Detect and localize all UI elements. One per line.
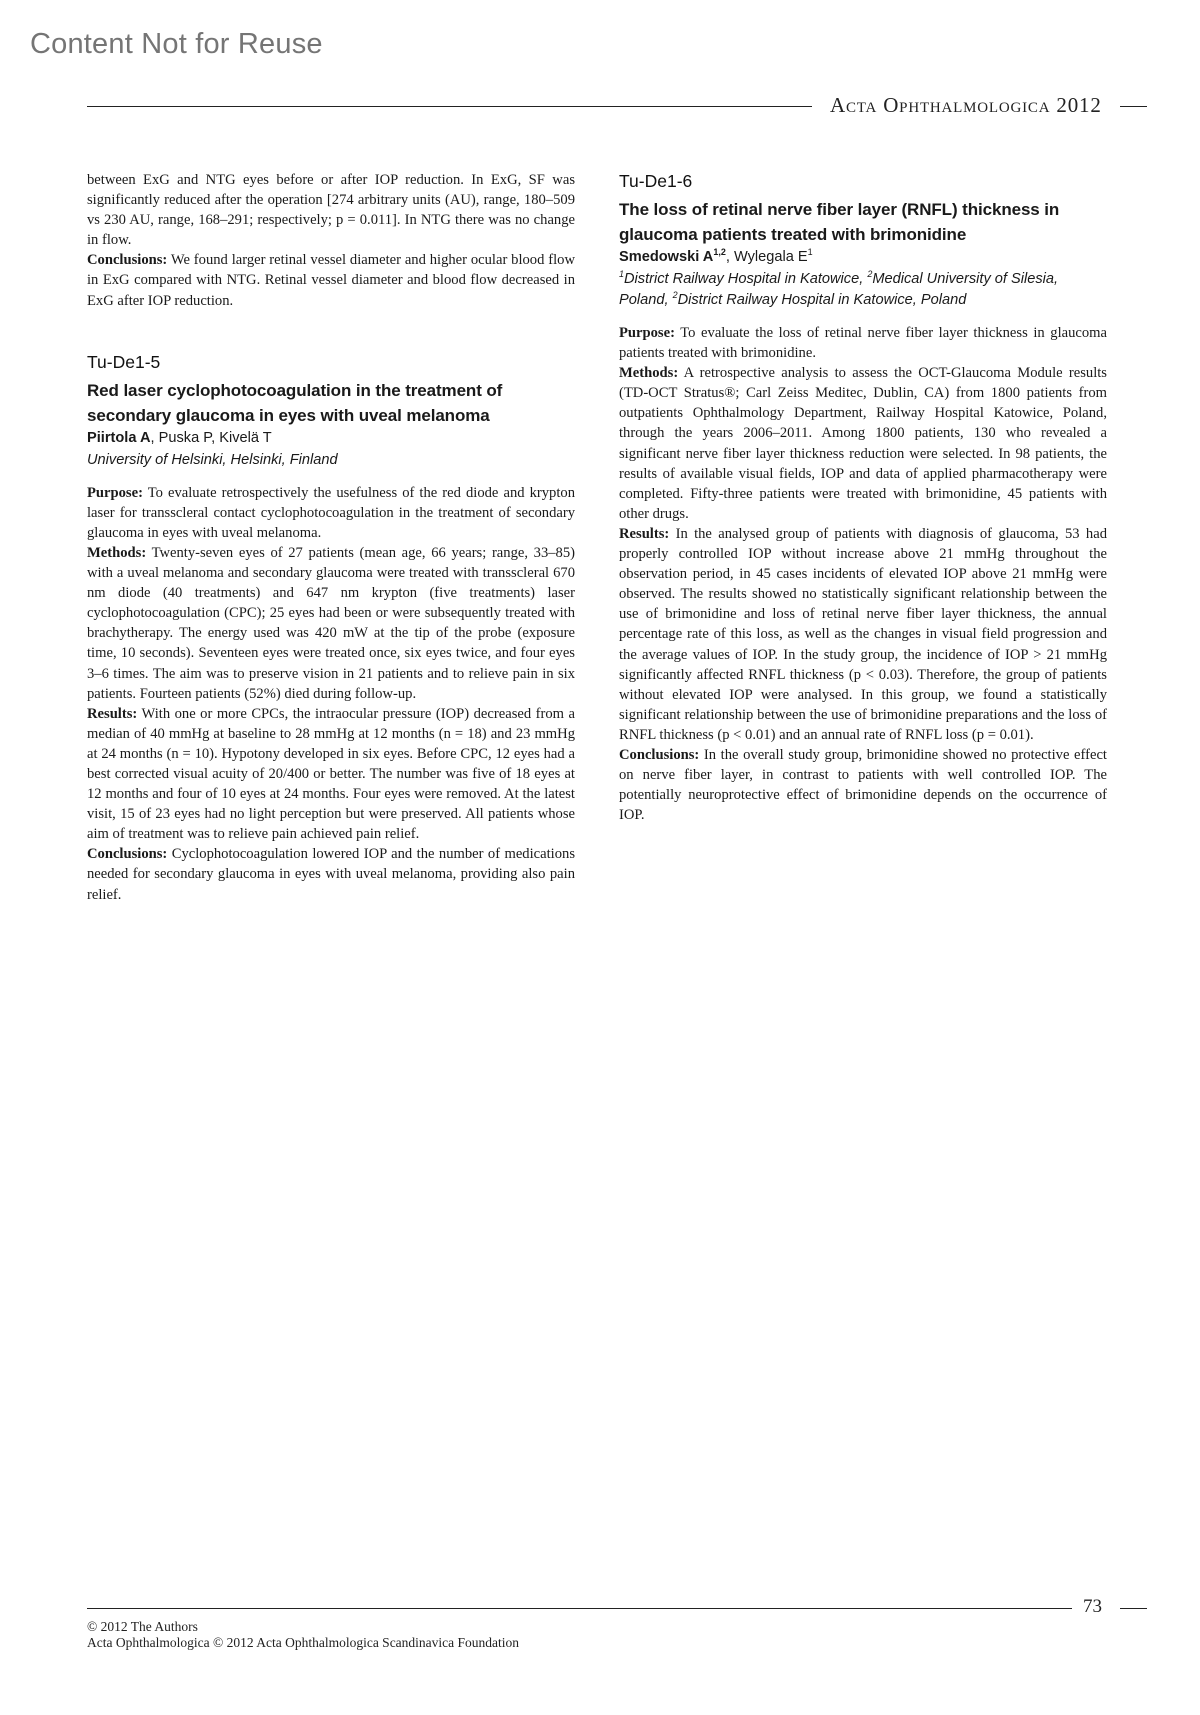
right-column bbox=[619, 170, 1107, 825]
section-text: Twenty-seven eyes of 27 patients (mean age, 66 years; range, 33–85) with a uveal melanoma and secondary glaucoma were treated with transscleral 670 nm diode (40 treatments) and 647 nm krypton (five treatments) laser cyclophotocoagulation (CPC); 25 eyes had been or were subsequently treated with brachytherapy. The energy used was 420 mW at the tip of the probe (exposure time, 10 seconds). Seventeen eyes were treated once, six eyes twice, and four eyes 3–6 times. The aim was to preserve vision in 21 patients and to relieve pain in six patients. Fourteen patients (52%) died during follow-up. bbox=[87, 544, 575, 702]
abstract-id: Tu-De1-6 bbox=[619, 171, 693, 191]
abstract-id: Tu-De1-5 bbox=[87, 351, 161, 372]
footer-copyright bbox=[87, 1619, 519, 1651]
section-label: Conclusions: bbox=[87, 252, 168, 269]
section-text: Cyclophotocoagulation lowered IOP and the number of medications needed for secondary glaucoma in eyes with uveal melanoma, providing also pain relief. bbox=[87, 846, 575, 903]
abstract-affiliation bbox=[619, 269, 1107, 311]
continuation-paragraph bbox=[87, 170, 575, 250]
abstract-methods bbox=[619, 363, 1107, 524]
copyright-line-2: Acta Ophthalmologica © 2012 Acta Ophthalmologica Scandinavica Foundation bbox=[87, 1635, 520, 1650]
co-authors: , Puska P, Kivelä T bbox=[150, 429, 272, 446]
author-affil-sup: 1 bbox=[807, 247, 813, 258]
abstract-purpose bbox=[619, 323, 1107, 363]
continuation-text: between ExG and NTG eyes before or after IOP reduction. In ExG, SF was significantly reduced after the operation [274 arbitrary units (AU), range, 180–509 vs 230 AU, range, 168–291; respectively; p = 0.011]. In NTG there was no change in flow. bbox=[87, 172, 575, 249]
section-label: Conclusions: bbox=[87, 846, 168, 863]
affil-text: District Railway Hospital in Katowice, bbox=[624, 271, 868, 287]
author-affil-sup: 1,2 bbox=[713, 247, 726, 258]
abstract-purpose bbox=[87, 483, 575, 543]
section-text: In the overall study group, brimonidine showed no protective effect on nerve fiber layer, in contrast to patients with well controlled IOP. The potentially neuroprotective effect of brimonidine depends on the occurrence of IOP. bbox=[619, 746, 1107, 824]
footer-rule bbox=[87, 1608, 1072, 1609]
section-text: To evaluate retrospectively the usefulness of the red diode and krypton laser for transscleral contact cyclophotocoagulation in the treatment of secondary glaucoma in eyes with uveal melanoma. bbox=[87, 484, 575, 541]
abstract-title: The loss of retinal nerve fiber layer (RNFL) thickness in glaucoma patients treated with brimonidine bbox=[619, 200, 1060, 244]
abstract-title: Red laser cyclophotocoagulation in the treatment of secondary glaucoma in eyes with uveal melanoma bbox=[87, 380, 503, 425]
affil-text: District Railway Hospital in Katowice, Poland bbox=[677, 292, 967, 308]
spacer bbox=[87, 311, 575, 351]
section-label: Methods: bbox=[87, 544, 147, 561]
abstract-authors bbox=[87, 428, 575, 448]
affil-text: Medical University of Silesia, Poland, bbox=[619, 271, 1059, 308]
affil-sup: 2 bbox=[867, 269, 873, 280]
section-text: With one or more CPCs, the intraocular pressure (IOP) decreased from a median of 40 mmHg at baseline to 28 mmHg at 12 months (n = 18) and 23 mmHg at 24 months (n = 10). Hypotony developed in six eyes. Before CPC, 12 eyes had a best corrected visual acuity of 20/400 or better. The number was five of 18 eyes at 12 months and four of 10 eyes at 24 months. Four eyes were removed. At the latest visit, 15 of 23 eyes had no light perception but were preserved. All patients whose aim of treatment was to relieve pain achieved pain relief. bbox=[87, 705, 575, 843]
copyright-line-1: © 2012 The Authors bbox=[87, 1619, 198, 1634]
section-label: Purpose: bbox=[87, 484, 143, 501]
affil-sup: 2 bbox=[672, 290, 678, 301]
section-text: In the analysed group of patients with diagnosis of glaucoma, 53 had properly controlled IOP without increase above 21 mmHg throughout the observation period, in 45 cases incidents of elevated IOP above 21 mmHg were observed. The results showed no statistically significant relationship between the use of brimonidine and loss of retinal nerve fiber layer thickness, the annual percentage rate of this loss, as well as the changes in visual field progression and the average values of IOP. In the study group, the incidence of IOP > 21 mmHg significantly affected RNFL thickness (p < 0.03). Therefore, the group of patients without elevated IOP were analysed. In this group, we found a statistically significant relationship between the use of brimonidine preparations and the loss of RNFL thickness (p < 0.01) and an annual rate of RNFL loss (p = 0.01). bbox=[619, 525, 1107, 743]
abstract-authors bbox=[619, 247, 1107, 267]
abstract-tu-de1-6 bbox=[619, 170, 1107, 825]
section-label: Results: bbox=[619, 525, 670, 542]
affil-sup: 1 bbox=[619, 269, 625, 280]
header-rule bbox=[87, 106, 812, 107]
section-text: A retrospective analysis to assess the OCT-Glaucoma Module results (TD-OCT Stratus®; Carl Zeiss Meditec, Dublin, CA) from 1800 patients from outpatients Ophthalmology Department, Railway Hospital Katowice, Poland, through the years 2006–2011. Among 1800 patients, 130 who revealed a significant nerve fiber layer thickness reduction were selected. In 98 patients, the results of available visual fields, IOP and data of applied pharmacotherapy were completed. Fifty-three patients were treated with brimonidine, 45 patients with other drugs. bbox=[619, 365, 1107, 522]
footer-dash bbox=[1120, 1608, 1147, 1609]
lead-author bbox=[619, 249, 726, 265]
abstract-conclusions bbox=[619, 745, 1107, 825]
abstract-tu-de1-5 bbox=[87, 351, 575, 905]
section-label: Results: bbox=[87, 705, 138, 722]
section-label: Methods: bbox=[619, 365, 679, 382]
continuation-conclusions bbox=[87, 250, 575, 310]
section-label: Purpose: bbox=[619, 325, 675, 341]
section-text: To evaluate the loss of retinal nerve fiber layer thickness in glaucoma patients treated with brimonidine. bbox=[619, 325, 1107, 362]
left-column bbox=[87, 170, 575, 905]
abstract-results bbox=[619, 524, 1107, 745]
lead-author: Piirtola A bbox=[87, 429, 151, 446]
abstract-methods bbox=[87, 543, 575, 704]
abstract-conclusions bbox=[87, 844, 575, 904]
page-number: 73 bbox=[1083, 1596, 1102, 1617]
watermark-text: Content Not for Reuse bbox=[30, 28, 323, 60]
section-label: Conclusions: bbox=[619, 746, 700, 763]
abstract-affiliation: University of Helsinki, Helsinki, Finland bbox=[87, 451, 338, 468]
co-authors: , Wylegala E bbox=[725, 249, 808, 265]
header-dash bbox=[1120, 106, 1147, 107]
journal-running-header: Acta Ophthalmologica 2012 bbox=[830, 93, 1102, 117]
lead-author-name: Smedowski A bbox=[619, 249, 714, 265]
section-text: We found larger retinal vessel diameter and higher ocular blood flow in ExG compared with NTG. Retinal vessel diameter and blood flow decreased in ExG after IOP reduction. bbox=[87, 252, 575, 309]
abstract-results bbox=[87, 704, 575, 845]
